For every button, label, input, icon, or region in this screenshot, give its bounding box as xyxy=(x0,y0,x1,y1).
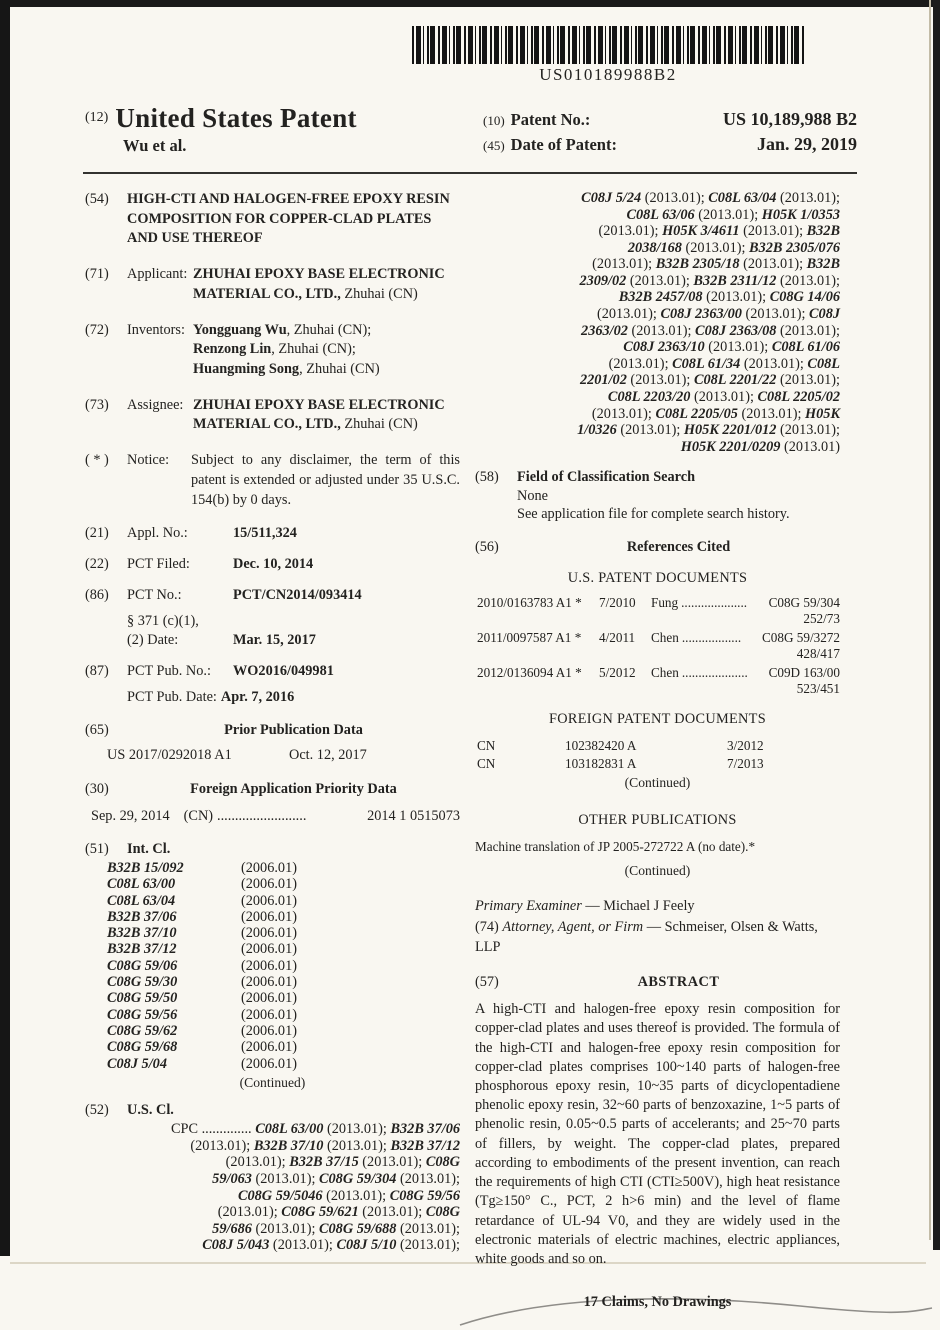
notice-label: Notice: xyxy=(127,452,170,469)
inventors-row xyxy=(127,321,460,380)
pct-no-body xyxy=(127,586,460,651)
scan-edge-right-line xyxy=(929,0,931,1240)
date-label: Date of Patent: xyxy=(510,135,617,154)
assignee-name: ZHUHAI EPOXY BASE ELECTRONIC MATERIAL CO., LTD., xyxy=(193,396,445,433)
foreign-priority-heading: Foreign Application Priority Data xyxy=(190,780,397,797)
date-value: Jan. 29, 2019 xyxy=(756,134,857,154)
foreign-priority-num: (30) xyxy=(85,780,109,797)
abstract-section xyxy=(475,973,840,993)
int-cl-code: C08G 59/30 xyxy=(107,974,178,991)
abstract-num: (57) xyxy=(475,974,499,991)
cpc-block xyxy=(107,1121,460,1254)
cpc-cont-line: 2038/168 (2013.01); B32B 2305/076 xyxy=(627,239,840,256)
us-ref-date: 5/2012 xyxy=(599,664,636,680)
us-ref-pub-number: 2011/0097587 A1 * xyxy=(477,630,582,646)
us-ref-cpc: C09D 163/00 xyxy=(768,664,840,680)
priority-row xyxy=(91,807,460,827)
header-right xyxy=(483,109,857,159)
sec371-label: (2) Date: xyxy=(127,632,179,649)
doc-title: United States Patent xyxy=(115,103,357,133)
priority-country: (CN) xyxy=(183,807,214,824)
us-ref-line1 xyxy=(477,665,840,681)
title-num: (54) xyxy=(85,191,109,207)
foreign-ref-country: CN xyxy=(477,738,496,754)
title-section xyxy=(85,190,460,249)
int-cl-list xyxy=(85,860,460,1072)
inventor-city: , Zhuhai (CN) xyxy=(299,361,380,378)
cpc-cont-line: C08L 2203/20 (2013.01); C08L 2205/02 xyxy=(607,388,840,405)
int-cl-section xyxy=(85,840,460,860)
us-ref-name: Chen xyxy=(651,664,679,680)
int-cl-row xyxy=(107,974,460,990)
pct-pub-date-row xyxy=(127,688,460,708)
claims-line: 17 Claims, No Drawings xyxy=(583,1294,732,1311)
priority-number: 2014 1 0515073 xyxy=(367,807,460,824)
sec371-line1: § 371 (c)(1), xyxy=(127,612,199,629)
pct-pub-date-value: Apr. 7, 2016 xyxy=(220,688,295,705)
inventor-entry xyxy=(193,321,380,341)
int-cl-row xyxy=(107,925,460,941)
int-cl-version: (2006.01) xyxy=(241,1006,297,1023)
inventor-name: Renzong Lin xyxy=(193,341,272,358)
int-cl-code: B32B 15/092 xyxy=(107,859,184,876)
pct-filed-label: PCT Filed: xyxy=(127,556,190,573)
assignee-label: Assignee: xyxy=(127,396,184,413)
cpc-line: (2013.01); B32B 37/10 (2013.01); B32B 37/12 xyxy=(190,1137,460,1154)
cpc-cont-line: B32B 2457/08 (2013.01); C08G 14/06 xyxy=(618,289,840,306)
examiner-block xyxy=(475,896,840,957)
int-cl-version: (2006.01) xyxy=(241,957,297,974)
pct-pub-section xyxy=(85,662,460,707)
pct-no-value: PCT/CN2014/093414 xyxy=(233,586,362,603)
us-refs-list xyxy=(475,595,840,696)
int-cl-code: C08G 59/56 xyxy=(107,1006,178,1023)
barcode-icon xyxy=(412,26,804,64)
us-ref-line1 xyxy=(477,595,840,611)
cpc-line: C08G 59/5046 (2013.01); C08G 59/56 xyxy=(237,1187,460,1204)
foreign-priority-section xyxy=(85,780,460,800)
foreign-ref-row xyxy=(477,737,840,754)
field-search-num: (58) xyxy=(475,469,499,486)
us-ref-class: 252/73 xyxy=(803,611,840,627)
cpc-cont-line: H05K 2201/0209 (2013.01) xyxy=(680,438,840,455)
appl-no-section xyxy=(85,524,460,544)
other-continued: (Continued) xyxy=(624,862,691,878)
foreign-docs-heading: FOREIGN PATENT DOCUMENTS xyxy=(549,711,766,728)
appl-label: Appl. No.: xyxy=(127,525,188,542)
cpc-cont-line: (2013.01); H05K 3/4611 (2013.01); B32B xyxy=(598,223,840,240)
us-ref-class: 523/451 xyxy=(796,680,840,696)
scan-edge-top xyxy=(0,0,940,7)
int-cl-code: B32B 37/12 xyxy=(107,941,177,958)
prior-pub-num: (65) xyxy=(85,722,109,739)
attorney-num: (74) xyxy=(475,918,499,935)
assignee-value xyxy=(193,396,460,435)
cpc-line: CPC .............. C08L 63/00 (2013.01); B32B 37/06 xyxy=(170,1121,460,1138)
us-ref-date: 7/2010 xyxy=(599,595,636,611)
cpc-cont-line: C08J 5/24 (2013.01); C08L 63/04 (2013.01); xyxy=(581,190,840,206)
field-search-section xyxy=(475,468,840,524)
cpc-cont-line: 2201/02 (2013.01); C08L 2201/22 (2013.01); xyxy=(579,372,840,389)
cpc-line: 59/063 (2013.01); C08G 59/304 (2013.01); xyxy=(212,1171,460,1188)
us-ref-row xyxy=(477,630,840,662)
us-ref-dot-leader: .................... xyxy=(681,595,748,611)
inventors-list xyxy=(193,321,380,380)
pct-no-section xyxy=(85,586,460,651)
field-search-heading: Field of Classification Search xyxy=(517,469,696,486)
references-heading: References Cited xyxy=(626,538,731,555)
us-ref-date: 4/2011 xyxy=(599,630,636,646)
notice-num: ( * ) xyxy=(85,452,109,469)
int-cl-row xyxy=(107,1056,460,1072)
foreign-ref-number: 102382420 A xyxy=(565,738,637,754)
int-cl-code: C08G 59/50 xyxy=(107,990,178,1007)
us-cl-label: U.S. Cl. xyxy=(127,1101,174,1118)
pct-no-num: (86) xyxy=(85,586,109,603)
applicant-name: ZHUHAI EPOXY BASE ELECTRONIC MATERIAL CO., LTD., xyxy=(193,266,445,302)
cpc-cont-line: 2309/02 (2013.01); B32B 2311/12 (2013.01); xyxy=(579,272,840,289)
foreign-ref-number: 103182831 A xyxy=(565,755,637,771)
prior-pub-date: Oct. 12, 2017 xyxy=(289,747,367,764)
us-ref-pub-number: 2012/0136094 A1 * xyxy=(477,664,582,680)
int-cl-version: (2006.01) xyxy=(241,974,297,991)
prior-pub-ref: US 2017/0292018 A1 xyxy=(107,747,232,764)
abstract-text: A high-CTI and halogen-free epoxy resin composition for copper-clad plates and uses thereof is provided. The formula of the high-CTI and halogen-free epoxy resin composition for copper-clad plates comprises 100~140 parts of halogen-free phosphorous epoxy resin, 10~35 parts of dicyclopentadiene phenolic epoxy resin, 32~60 parts of benzoxazine, 1~5 parts of phenolic resin, 0.05~0.5 parts of accelerants; and 25~70 parts of fillers, by weight. The copper-clad plates, prepared according to embodiments of the present invention, can reach the requirements of high CTI (CTI≥500V), high heat resistance (Tg≥150° C., PCT, 2 h>6 min) and the level of flame retardance of UL-94 V0, and they are widely used in the electronic materials of electric machines, electric appliances, white goods and so on. xyxy=(475,1001,840,1267)
pct-pub-value: WO2016/049981 xyxy=(233,662,334,679)
cpc-line: 59/686 (2013.01); C08G 59/688 (2013.01); xyxy=(212,1220,460,1237)
primary-examiner-label: Primary Examiner xyxy=(475,898,582,915)
pct-filed-row xyxy=(127,555,460,575)
patent-date-row xyxy=(483,134,857,155)
notice-row xyxy=(127,451,460,510)
us-cl-section xyxy=(85,1101,460,1121)
applicant-value xyxy=(193,265,460,304)
references-section xyxy=(475,538,840,558)
int-cl-version: (2006.01) xyxy=(241,1039,297,1056)
us-docs-heading: U.S. PATENT DOCUMENTS xyxy=(567,569,748,586)
cpc-line: (2013.01); B32B 37/15 (2013.01); C08G xyxy=(225,1154,460,1171)
int-cl-code: C08G 59/06 xyxy=(107,957,178,974)
patent-number-row xyxy=(483,109,857,130)
cpc-line: (2013.01); C08G 59/621 (2013.01); C08G xyxy=(217,1204,460,1221)
patent-no-code: (10) xyxy=(483,113,505,128)
primary-examiner-name: — Michael J Feely xyxy=(581,898,695,915)
prior-pub-section xyxy=(85,721,460,741)
field-search-none: None xyxy=(517,487,548,504)
cpc-cont-line: 2363/02 (2013.01); C08J 2363/08 (2013.01); xyxy=(581,322,840,339)
int-cl-code: C08L 63/00 xyxy=(107,876,176,893)
foreign-ref-country: CN xyxy=(477,755,496,771)
us-ref-class: 428/417 xyxy=(796,645,840,661)
us-ref-row xyxy=(477,595,840,627)
foreign-ref-row xyxy=(477,755,840,772)
us-ref-row xyxy=(477,665,840,697)
int-cl-version: (2006.01) xyxy=(241,859,297,876)
assignee-row xyxy=(127,396,460,435)
int-cl-num: (51) xyxy=(85,841,109,858)
int-cl-row xyxy=(107,1023,460,1039)
int-cl-row xyxy=(107,876,460,892)
applicant-row xyxy=(127,265,460,304)
cpc-cont-line: (2013.01); C08L 61/34 (2013.01); C08L xyxy=(608,355,840,372)
cpc-cont-line: (2013.01); C08J 2363/00 (2013.01); C08J xyxy=(596,306,840,323)
notice-body xyxy=(127,451,460,510)
int-cl-code: C08G 59/62 xyxy=(107,1022,178,1039)
pct-no-label: PCT No.: xyxy=(127,586,182,603)
field-search-note: See application file for complete search history. xyxy=(517,506,790,523)
applicant-body xyxy=(127,265,460,304)
pct-pub-body xyxy=(127,662,460,707)
us-ref-pub-number: 2010/0163783 A1 * xyxy=(477,595,582,611)
int-cl-code: C08L 63/04 xyxy=(107,892,176,909)
us-ref-name: Fung xyxy=(651,595,679,611)
int-cl-code: C08G 59/68 xyxy=(107,1039,178,1056)
cpc-continuation-block xyxy=(475,190,840,455)
us-ref-dot-leader: .................. xyxy=(681,630,742,646)
assignee-num: (73) xyxy=(85,396,109,413)
applicant-num: (71) xyxy=(85,266,109,283)
int-cl-row xyxy=(107,909,460,925)
foreign-refs-list xyxy=(475,737,840,772)
primary-examiner-line xyxy=(475,896,840,916)
foreign-continued: (Continued) xyxy=(624,775,691,791)
inventor-city: , Zhuhai (CN); xyxy=(271,341,356,358)
right-column xyxy=(475,190,840,1313)
us-ref-cpc: C08G 59/304 xyxy=(768,595,840,611)
int-cl-row xyxy=(107,860,460,876)
foreign-ref-date: 7/2013 xyxy=(727,755,764,771)
appl-row xyxy=(127,524,460,544)
int-cl-version: (2006.01) xyxy=(241,892,297,909)
assignee-section xyxy=(85,396,460,435)
inventor-line: Wu et al. xyxy=(123,136,187,155)
pct-pub-num: (87) xyxy=(85,662,109,679)
us-ref-name: Chen xyxy=(651,630,679,646)
us-cl-num: (52) xyxy=(85,1101,109,1118)
references-num: (56) xyxy=(475,538,499,555)
inventor-name: Yongguang Wu xyxy=(193,321,287,338)
pct-filed-num: (22) xyxy=(85,556,109,573)
int-cl-row xyxy=(107,1007,460,1023)
barcode-number: US010189988B2 xyxy=(539,65,677,84)
cpc-cont-line: (2013.01); B32B 2305/18 (2013.01); B32B xyxy=(592,256,840,273)
left-column xyxy=(85,190,460,1313)
attorney-line xyxy=(475,917,840,958)
us-ref-dot-leader: .................... xyxy=(681,664,748,680)
prior-pub-heading: Prior Publication Data xyxy=(224,722,363,739)
cpc-cont-line: C08J 2363/10 (2013.01); C08L 61/06 xyxy=(623,339,840,356)
sec371-value: Mar. 15, 2017 xyxy=(233,632,316,649)
patent-no-label: Patent No.: xyxy=(510,110,591,129)
inventor-entry xyxy=(193,340,380,360)
assignee-city: Zhuhai (CN) xyxy=(340,416,418,433)
int-cl-code: C08J 5/04 xyxy=(107,1055,167,1072)
int-cl-version: (2006.01) xyxy=(241,990,297,1007)
int-cl-version: (2006.01) xyxy=(241,925,297,942)
inventors-body xyxy=(127,321,460,380)
appl-value: 15/511,324 xyxy=(233,525,297,542)
abstract-heading: ABSTRACT xyxy=(637,974,720,991)
int-cl-row xyxy=(107,941,460,957)
int-cl-row xyxy=(107,958,460,974)
cpc-cont-line: (2013.01); C08L 2205/05 (2013.01); H05K xyxy=(591,405,840,422)
patent-no-value: US 10,189,988 B2 xyxy=(722,109,857,129)
header-left xyxy=(85,103,357,156)
pct-pub-row xyxy=(127,662,460,682)
other-pub-entry: Machine translation of JP 2005-272722 A (no date).* xyxy=(475,838,756,854)
inventors-label: Inventors: xyxy=(127,321,185,338)
int-cl-version: (2006.01) xyxy=(241,1055,297,1072)
int-cl-code: B32B 37/06 xyxy=(107,908,177,925)
attorney-name: — Schmeiser, Olsen & Watts, LLP xyxy=(475,918,818,956)
two-column-body xyxy=(85,190,840,1313)
priority-dot-leader: ......................... xyxy=(217,807,307,824)
doc-kind-code: (12) xyxy=(85,110,109,125)
inventor-name: Huangming Song xyxy=(193,361,300,378)
pct-pub-date-label: PCT Pub. Date: xyxy=(127,688,217,705)
applicant-city: Zhuhai (CN) xyxy=(340,285,418,302)
other-pubs-heading: OTHER PUBLICATIONS xyxy=(578,811,737,828)
scan-edge-right xyxy=(933,0,940,1250)
pct-filed-value: Dec. 10, 2014 xyxy=(233,556,314,573)
pct-pub-label: PCT Pub. No.: xyxy=(127,662,211,679)
cpc-cont-line: C08L 63/06 (2013.01); H05K 1/0353 xyxy=(626,206,840,223)
date-code: (45) xyxy=(483,138,505,153)
attorney-label: Attorney, Agent, or Firm xyxy=(502,918,644,935)
inventor-city: , Zhuhai (CN); xyxy=(286,321,372,338)
appl-num: (21) xyxy=(85,525,109,542)
inventors-num: (72) xyxy=(85,321,109,338)
int-cl-continued: (Continued) xyxy=(239,1074,306,1090)
int-cl-version: (2006.01) xyxy=(241,908,297,925)
pct-filed-section xyxy=(85,555,460,575)
inventors-section xyxy=(85,321,460,380)
assignee-body xyxy=(127,396,460,435)
int-cl-row xyxy=(107,1039,460,1055)
int-cl-row xyxy=(107,990,460,1006)
field-search-body xyxy=(517,468,840,524)
int-cl-row xyxy=(107,893,460,909)
cpc-cont-line: 1/0326 (2013.01); H05K 2201/012 (2013.01); xyxy=(577,422,840,439)
applicant-label: Applicant: xyxy=(127,266,188,283)
int-cl-version: (2006.01) xyxy=(241,941,297,958)
int-cl-version: (2006.01) xyxy=(241,876,297,893)
us-ref-cpc: C08G 59/3272 xyxy=(761,630,840,646)
inventor-entry xyxy=(193,360,380,380)
scan-edge-left xyxy=(0,0,10,1256)
pct-no-row xyxy=(127,586,460,606)
invention-title: HIGH-CTI AND HALOGEN-FREE EPOXY RESIN COMPOSITION FOR COPPER-CLAD PLATES AND USE THEREOF xyxy=(127,191,450,247)
int-cl-code: B32B 37/10 xyxy=(107,925,177,942)
notice-section xyxy=(85,451,460,510)
int-cl-label: Int. Cl. xyxy=(127,841,171,858)
int-cl-version: (2006.01) xyxy=(241,1022,297,1039)
notice-text: Subject to any disclaimer, the term of this patent is extended or adjusted under 35 U.S.C. 154(b) by 0 days. xyxy=(191,452,460,508)
priority-date: Sep. 29, 2014 xyxy=(91,807,170,824)
cpc-line: C08J 5/043 (2013.01); C08J 5/10 (2013.01); xyxy=(202,1237,460,1254)
header-divider xyxy=(83,172,857,174)
sec371-row xyxy=(127,631,460,651)
prior-pub-row xyxy=(107,746,460,766)
us-ref-line1 xyxy=(477,630,840,646)
foreign-ref-date: 3/2012 xyxy=(727,738,764,754)
applicant-section xyxy=(85,265,460,304)
barcode-block xyxy=(412,26,804,85)
